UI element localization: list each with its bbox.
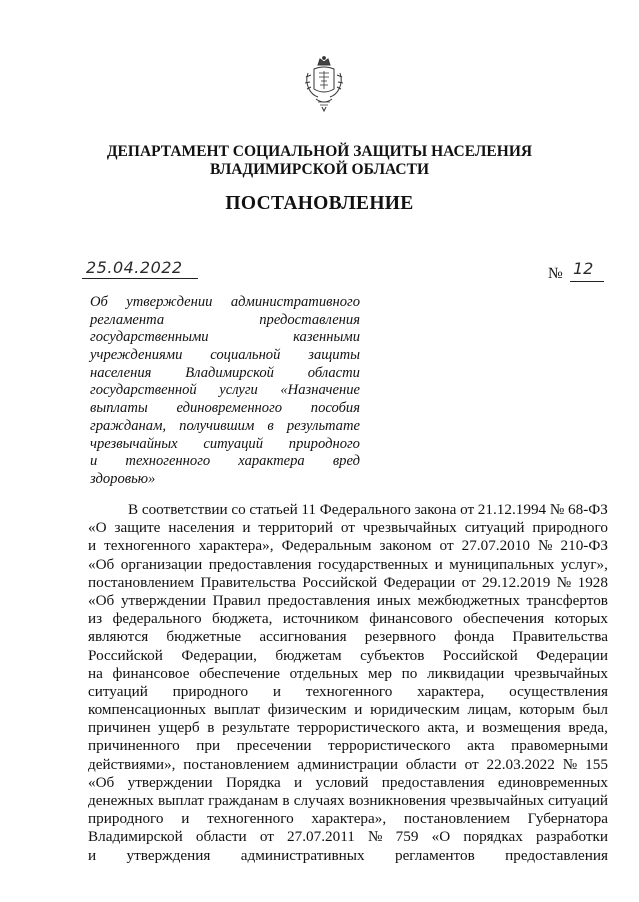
word: предоставления xyxy=(505,846,608,864)
body-line xyxy=(88,537,608,555)
word: постановлением xyxy=(88,573,195,591)
word: от xyxy=(460,501,475,518)
document-number xyxy=(548,259,608,287)
word: источником xyxy=(282,610,359,628)
subject-line xyxy=(90,436,360,454)
word: разработки xyxy=(536,828,608,846)
date-underline xyxy=(82,278,198,279)
word: защиты xyxy=(308,347,360,364)
handwritten-number: 12 xyxy=(573,259,594,278)
word: «Об xyxy=(88,591,115,609)
word: чрезвычайных xyxy=(90,435,178,452)
word: ликвидации xyxy=(427,664,505,682)
word: на xyxy=(88,664,103,682)
word: Правительства xyxy=(512,628,608,646)
word: финансовое xyxy=(112,664,190,682)
word: услуг», xyxy=(560,555,608,573)
body-line xyxy=(88,501,608,519)
word: иных xyxy=(376,591,411,609)
number-underline xyxy=(570,281,604,282)
word: результате xyxy=(222,719,290,737)
word: причиненного xyxy=(88,737,180,755)
word: утверждении xyxy=(120,591,206,609)
word: Правил xyxy=(212,591,261,609)
word: ситуаций xyxy=(88,682,148,700)
word: условий xyxy=(315,773,369,791)
word: межбюджетных xyxy=(417,591,520,609)
word: акта xyxy=(467,737,495,755)
word: вреда, xyxy=(568,719,608,737)
subject-line xyxy=(90,471,360,489)
word: и xyxy=(88,846,97,864)
word: фонда xyxy=(454,628,495,646)
word: и xyxy=(88,537,97,555)
word: и xyxy=(181,810,190,828)
word: от xyxy=(340,519,355,537)
word: № xyxy=(549,501,565,518)
word: ситуаций xyxy=(464,519,525,537)
word: пресечении xyxy=(236,737,312,755)
word: порядках xyxy=(463,828,523,846)
word: и xyxy=(294,773,303,791)
word: и xyxy=(354,701,363,719)
word: гражданам, xyxy=(90,417,167,434)
word: бюджетные xyxy=(166,628,242,646)
word: населения xyxy=(90,364,152,381)
body-line xyxy=(88,519,608,537)
word: области xyxy=(405,755,457,773)
word: при xyxy=(196,737,221,755)
subject-line xyxy=(90,329,360,347)
word: закона xyxy=(414,501,457,518)
word: физическим xyxy=(267,701,347,719)
word: результате xyxy=(286,417,360,434)
body-line xyxy=(88,628,608,646)
body-line xyxy=(88,737,608,755)
subject-line xyxy=(90,418,360,436)
word: характера», xyxy=(198,537,274,555)
body-line xyxy=(88,592,608,610)
word: 27.07.2010 xyxy=(461,537,530,555)
word: в xyxy=(267,417,274,434)
body-line xyxy=(88,792,608,810)
subject-line xyxy=(90,382,360,400)
word: мер xyxy=(368,664,392,682)
word: от xyxy=(259,828,274,846)
body-line xyxy=(88,647,608,665)
word: чрезвычайных xyxy=(514,664,608,682)
word: единовременных xyxy=(497,773,608,791)
word: «Об xyxy=(88,773,115,791)
word: и xyxy=(272,682,282,700)
word: бюджетам xyxy=(275,646,342,664)
subject-line xyxy=(90,365,360,383)
word: выплат xyxy=(213,701,260,719)
word: предоставления xyxy=(267,591,371,609)
word: услуги xyxy=(219,382,258,399)
word: государственных xyxy=(317,555,429,573)
word: 68-ФЗ xyxy=(568,501,608,518)
subject-line xyxy=(90,347,360,365)
word: утверждении xyxy=(126,294,213,310)
word: обеспечение xyxy=(199,664,280,682)
word: юридическим xyxy=(370,701,460,719)
word: казенными xyxy=(293,329,360,346)
word: бюджета, xyxy=(211,610,273,628)
word: и xyxy=(434,555,443,573)
word: чрезвычайных xyxy=(450,792,544,809)
word: случаях xyxy=(293,792,345,809)
word: техногенного xyxy=(125,453,211,470)
word: Российской xyxy=(442,646,518,664)
department-name-line-2: ВЛАДИМИРСКОЙ ОБЛАСТИ xyxy=(209,161,430,178)
word: лицам, xyxy=(467,701,512,719)
subject-line xyxy=(90,453,360,471)
word: акта, xyxy=(427,719,459,737)
word: № xyxy=(368,828,383,846)
word: осуществления xyxy=(509,682,608,700)
document-body xyxy=(88,501,608,865)
word: компенсационных xyxy=(88,701,207,719)
word: 11 xyxy=(301,501,317,518)
word: Федерации xyxy=(536,646,608,664)
subject-line xyxy=(90,294,360,312)
word: финансового xyxy=(369,610,453,628)
word: был xyxy=(582,701,608,719)
word: администрации xyxy=(297,755,398,773)
word: Российской xyxy=(302,573,378,591)
word: техногенного xyxy=(104,537,191,555)
word: и xyxy=(242,519,251,537)
word: 22.03.2022 xyxy=(486,755,555,773)
body-line xyxy=(88,756,608,774)
word: от xyxy=(464,755,479,773)
word: от xyxy=(439,537,454,555)
body-line xyxy=(88,701,608,719)
word: В xyxy=(128,501,139,518)
word: выплаты xyxy=(90,400,148,417)
body-line xyxy=(88,556,608,574)
word: населения xyxy=(168,519,235,537)
word: являются xyxy=(88,628,149,646)
word: учреждениями xyxy=(90,347,183,364)
word: утверждении xyxy=(127,773,213,791)
body-line xyxy=(88,810,608,828)
coat-of-arms-emblem xyxy=(302,55,346,115)
word: № xyxy=(556,573,572,591)
word: из xyxy=(88,610,103,628)
word: постановлением xyxy=(403,810,510,828)
word: резервного xyxy=(364,628,436,646)
word: характера, xyxy=(417,682,485,700)
word: действиями», xyxy=(88,755,176,773)
word: государственной xyxy=(90,382,197,399)
word: «О xyxy=(431,828,451,846)
word: обеспечения xyxy=(463,610,545,628)
word: предоставления xyxy=(208,555,312,573)
word: природного xyxy=(288,435,360,452)
word: единовременного xyxy=(176,400,283,417)
word: ситуаций xyxy=(548,792,608,809)
word: в xyxy=(282,792,290,809)
body-line xyxy=(88,683,608,701)
word: законом xyxy=(379,537,432,555)
word: чрезвычайных xyxy=(362,519,457,537)
word: статьей xyxy=(249,501,298,518)
word: Губернатора xyxy=(527,810,608,828)
word: выплат xyxy=(157,792,205,809)
word: правомерными xyxy=(511,737,608,755)
word: «Об xyxy=(88,555,115,573)
word: области xyxy=(307,364,360,381)
word: утверждения xyxy=(126,846,211,864)
word: и xyxy=(466,719,475,737)
word: 759 xyxy=(395,828,419,846)
handwritten-date: 25.04.2022 xyxy=(86,258,183,277)
word: «О xyxy=(88,519,107,537)
word: техногенного xyxy=(305,682,393,700)
word: со xyxy=(231,501,246,518)
word: 29.12.2019 xyxy=(482,573,551,591)
department-name-line-1: ДЕПАРТАМЕНТ СОЦИАЛЬНОЙ ЗАЩИТЫ НАСЕЛЕНИЯ xyxy=(106,143,533,160)
word: предоставления xyxy=(381,773,485,791)
word: гражданам xyxy=(208,792,279,809)
word: природного xyxy=(532,519,608,537)
document-subject xyxy=(90,294,360,489)
word: 155 xyxy=(585,755,608,773)
word: от xyxy=(461,573,476,591)
word: техногенного xyxy=(207,810,294,828)
word: возникновения xyxy=(348,792,446,809)
word: административного xyxy=(230,294,360,310)
word: ассигнования xyxy=(259,628,347,646)
word: природного xyxy=(172,682,249,700)
word: организации xyxy=(120,555,203,573)
word: характера», xyxy=(311,810,387,828)
word: террористического xyxy=(328,737,451,755)
word: Владимирской xyxy=(88,828,183,846)
word: причинен xyxy=(88,719,151,737)
word: характера xyxy=(238,453,305,470)
word: 21.12.1994 xyxy=(477,501,547,518)
word: пособия xyxy=(310,400,360,417)
word: постановлением xyxy=(183,755,290,773)
word: муниципальных xyxy=(449,555,555,573)
subject-line xyxy=(90,312,360,330)
word: вред xyxy=(332,453,360,470)
word: Федерации, xyxy=(181,646,257,664)
word: отдельных xyxy=(289,664,359,682)
word: государственными xyxy=(90,329,209,346)
word: Российской xyxy=(88,646,163,664)
word: Об xyxy=(90,294,108,310)
number-sign: № xyxy=(548,265,563,282)
word: Правительства xyxy=(200,573,296,591)
word: соответствии xyxy=(141,501,228,518)
word: 210-ФЗ xyxy=(560,537,608,555)
word: № xyxy=(537,537,553,555)
word: ситуаций xyxy=(203,435,264,452)
word: федерального xyxy=(112,610,202,628)
word: которых xyxy=(554,610,608,628)
word: территорий xyxy=(258,519,333,537)
word: № xyxy=(562,755,578,773)
subject-line xyxy=(90,400,360,418)
word: предоставления xyxy=(259,311,360,328)
word: Порядка xyxy=(225,773,281,791)
word: социальной xyxy=(210,347,281,364)
word: в xyxy=(207,719,215,737)
word: ущерб xyxy=(158,719,200,737)
word: регламента xyxy=(90,311,165,328)
body-line xyxy=(88,665,608,683)
body-line xyxy=(88,610,608,628)
body-line xyxy=(88,847,608,865)
word: регламентов xyxy=(394,846,475,864)
word: Федерального xyxy=(319,501,411,518)
body-line xyxy=(88,828,608,846)
body-line xyxy=(88,774,608,792)
word: административных xyxy=(240,846,365,864)
word: природного xyxy=(88,810,164,828)
body-line xyxy=(88,719,608,737)
word: и xyxy=(90,453,98,470)
word: 1928 xyxy=(577,573,608,591)
word: здоровью» xyxy=(90,470,156,487)
word: трансфертов xyxy=(526,591,608,609)
word: Владимирской xyxy=(185,364,274,381)
word: субъектов xyxy=(360,646,425,664)
document-title: ПОСТАНОВЛЕНИЕ xyxy=(225,193,414,214)
word: Федеральным xyxy=(281,537,372,555)
document-date xyxy=(82,258,198,280)
word: 27.07.2011 xyxy=(287,828,355,846)
word: «Назначение xyxy=(280,382,360,399)
word: по xyxy=(401,664,418,682)
word: террористического xyxy=(297,719,420,737)
word: защите xyxy=(114,519,161,537)
word: денежных xyxy=(88,792,154,809)
word: возмещения xyxy=(482,719,561,737)
word: области xyxy=(195,828,247,846)
word: которым xyxy=(519,701,575,719)
body-line xyxy=(88,574,608,592)
word: Федерации xyxy=(383,573,456,591)
word: получившим xyxy=(179,417,255,434)
